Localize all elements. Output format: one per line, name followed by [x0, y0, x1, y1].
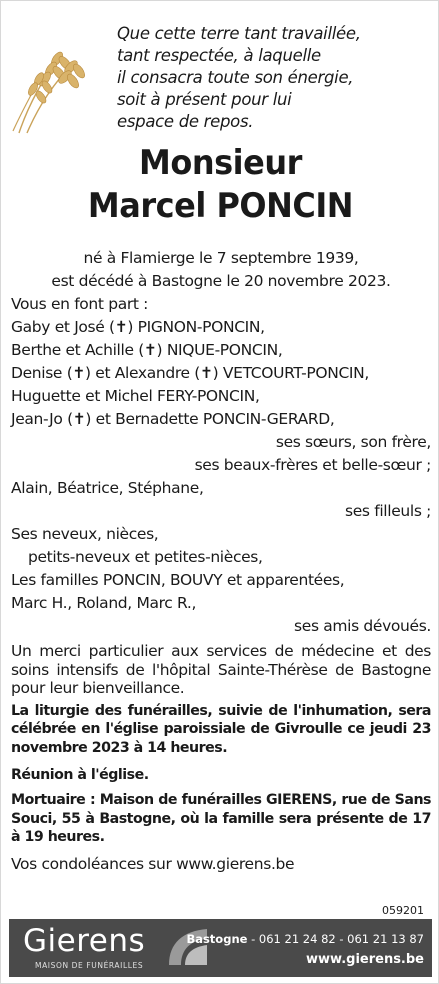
- poem-line: espace de repos.: [117, 112, 254, 131]
- mortuary-paragraph: Mortuaire : Maison de funérailles GIERENS, rue de Sans Souci, 55 à Bastogne, où la famille sera présente de 17 à 19 heures.: [11, 792, 431, 845]
- thanks-paragraph: Un merci particulier aux services de médecine et des soins intensifs de l'hôpital Sainte-Thérèse de Bastogne pour leur bienveillance.: [11, 642, 431, 697]
- birth-line: né à Flamierge le 7 septembre 1939,: [83, 249, 359, 267]
- website-link[interactable]: www.gierens.be: [306, 952, 424, 967]
- brand-tagline: MAISON DE FUNÉRAILLES: [35, 961, 144, 970]
- wheat-icon: [9, 43, 91, 135]
- liturgy-paragraph: La liturgie des funérailles, suivie de l'inhumation, sera célébrée en l'église paroissiale de Givroulle ce jeudi 23 novembre 2023 à 14 heures.: [11, 702, 431, 756]
- poem-line: Que cette terre tant travaillée,: [117, 24, 361, 43]
- meeting-line: Réunion à l'église.: [11, 767, 149, 783]
- reference-number: 059201: [382, 904, 424, 917]
- family-line: Les familles PONCIN, BOUVY et apparentées,: [11, 571, 345, 589]
- poem-line: il consacra toute son énergie,: [117, 68, 354, 87]
- phone-numbers: - 061 21 24 82 - 061 21 13 87: [247, 932, 424, 946]
- role-line: ses filleuls ;: [345, 502, 431, 520]
- family-line: Huguette et Michel FERY-PONCIN,: [11, 387, 260, 405]
- contact-line: [186, 932, 424, 946]
- funeral-home-banner: [9, 919, 432, 977]
- intro-line: Vous en font part :: [11, 295, 149, 313]
- family-line: Denise (✝) et Alexandre (✝) VETCOURT-PONCIN,: [11, 364, 369, 382]
- condolences-line: Vos condoléances sur www.gierens.be: [11, 854, 295, 873]
- family-line: Gaby et José (✝) PIGNON-PONCIN,: [11, 318, 265, 336]
- poem-line: tant respectée, à laquelle: [117, 46, 321, 65]
- brand-logo-text: Gierens: [23, 923, 146, 959]
- deceased-name: Marcel PONCIN: [87, 186, 354, 226]
- family-line: petits-neveux et petites-nièces,: [28, 548, 263, 566]
- death-line: est décédé à Bastogne le 20 novembre 2023.: [51, 272, 391, 290]
- role-line: ses sœurs, son frère,: [275, 433, 431, 451]
- announcement-body: [11, 247, 431, 876]
- family-line: Berthe et Achille (✝) NIQUE-PONCIN,: [11, 341, 283, 359]
- role-line: ses amis dévoués.: [294, 617, 431, 635]
- role-line: ses beaux-frères et belle-sœur ;: [194, 456, 431, 474]
- city-name: Bastogne: [186, 932, 248, 946]
- poem: [117, 23, 427, 133]
- family-line: Alain, Béatrice, Stéphane,: [11, 479, 204, 497]
- family-line: Ses neveux, nièces,: [11, 525, 159, 543]
- poem-line: soit à présent pour lui: [117, 90, 292, 109]
- deceased-title: Monsieur: [139, 143, 302, 183]
- family-line: Jean-Jo (✝) et Bernadette PONCIN-GERARD,: [11, 410, 335, 428]
- family-line: Marc H., Roland, Marc R.,: [11, 594, 197, 612]
